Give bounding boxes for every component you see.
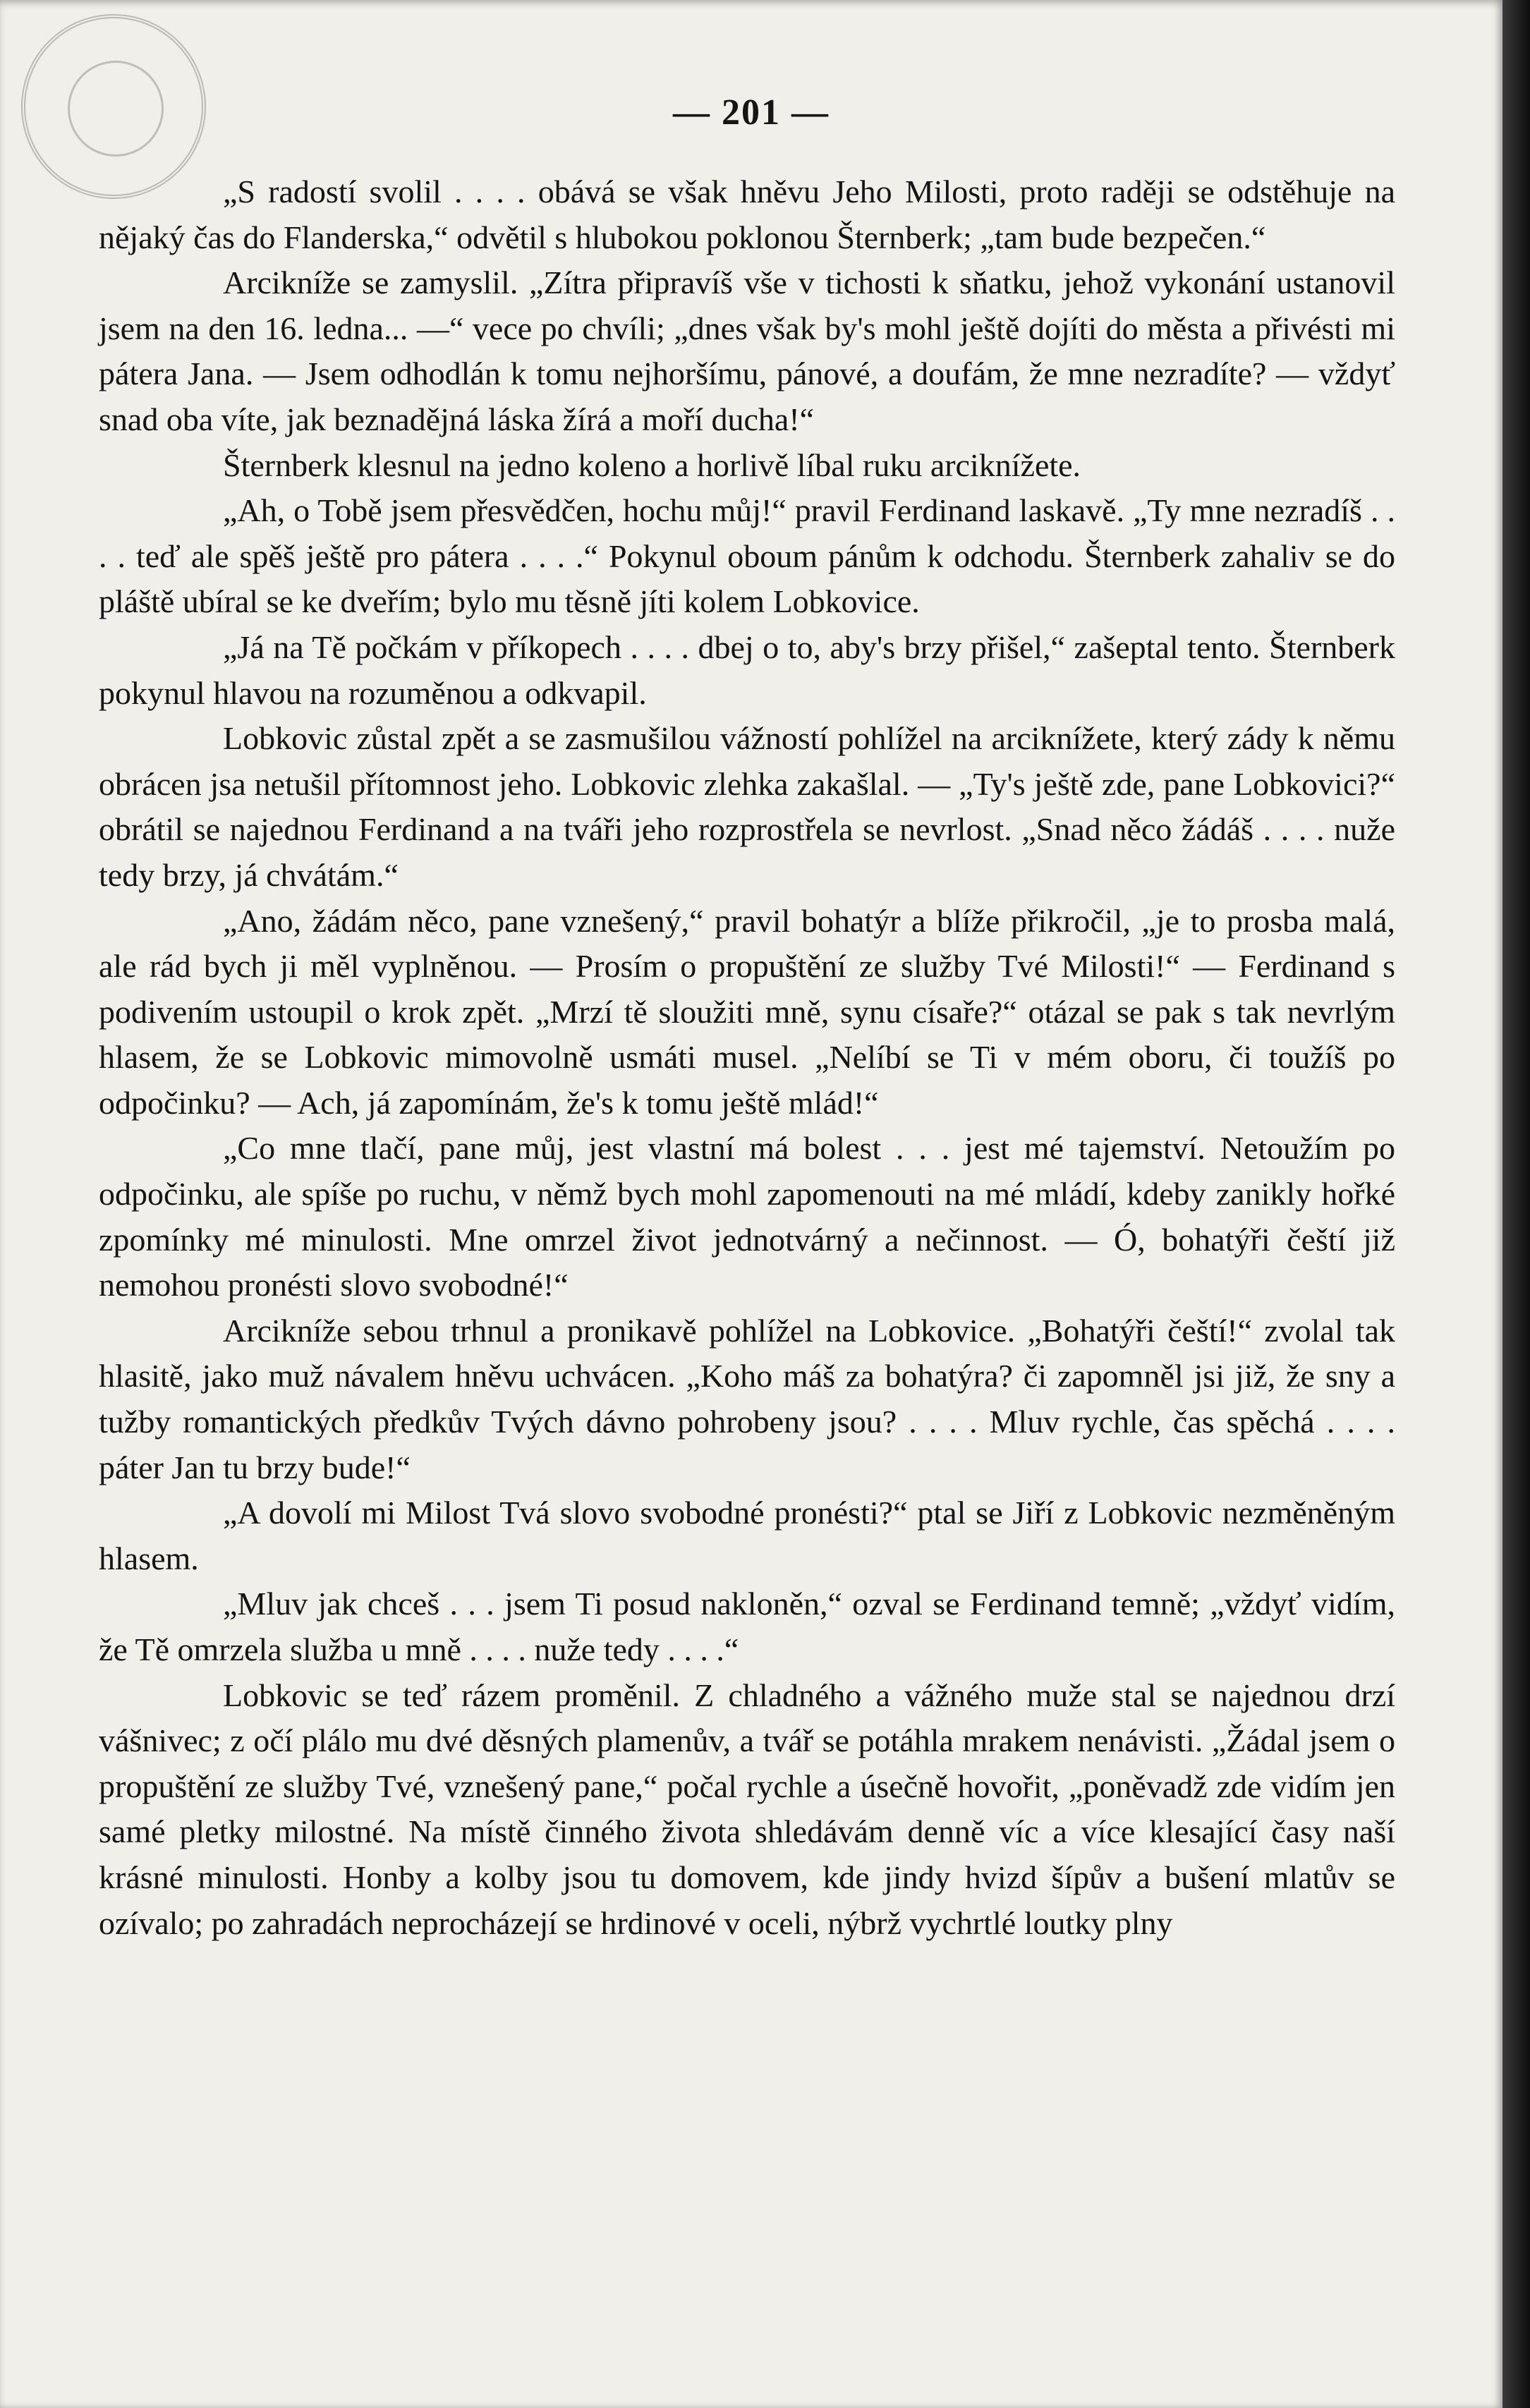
paragraph: „S radostí svolil . . . . obává se však hněvu Jeho Milosti, proto raději se odstěhuje na nějaký čas do Flanderska,“ odvětil s hlubokou poklonou Šternberk; „tam bude bezpečen.“ [99, 174, 1395, 255]
page-number: — 201 — [673, 92, 830, 133]
paragraph: „Mluv jak chceš . . . jsem Ti posud nakloněn,“ ozval se Ferdinand temně; „vždyť vidím, že Tě omrzela služba u mně . . . . nuže tedy . . . .“ [99, 1586, 1395, 1667]
body-text [99, 169, 1395, 1946]
paragraph: „Ano, žádám něco, pane vznešený,“ pravil bohatýr a blíže přikročil, „je to prosba malá, ale rád bych ji měl vyplněnou. — Prosím o propuštění ze služby Tvé Milosti!“ — Ferdinand s podivením ustoupil o krok zpět. „Mrzí tě sloužiti mně, synu císaře?“ otázal se pak s tak nevrlým hlasem, že se Lobkovic mimovolně usmáti musel. „Nelíbí se Ti v mém oboru, či toužíš po odpočinku? — Ach, já zapomínám, že's k tomu ještě mlád!“ [99, 902, 1395, 1121]
paragraph: Šternberk klesnul na jedno koleno a horlivě líbal ruku arciknížete. [223, 446, 1081, 483]
paragraph: Arcikníže sebou trhnul a pronikavě pohlížel na Lobkovice. „Bohatýři čeští!“ zvolal tak hlasitě, jako muž návalem hněvu uchvácen. „Koho máš za bohatýra? či zapomněl jsi již, že sny a tužby romantických předkův Tvých dávno pohrobeny jsou? . . . . Mluv rychle, čas spěchá . . . . páter Jan tu brzy bude!“ [99, 1312, 1395, 1485]
scan-dark-edge [1502, 0, 1530, 2408]
paragraph: Lobkovic se teď rázem proměnil. Z chladného a vážného muže stal se najednou drzí vášnivec; z očí plálo mu dvé děsných plamenův, a tvář se potáhla mrakem nenávisti. „Žádal jsem o propuštění ze služby Tvé, vznešený pane,“ počal rychle a úsečně hovořit, „poněvadž zde vidím jen samé pletky milostné. Na místě činného života shledávám denně víc a více klesající časy naší krásné minulosti. Honby a kolby jsou tu domovem, kde jindy hvizd šípův a bušení mlatův se ozívalo; po zahradách neprocházejí se hrdinové v oceli, nýbrž vychrtlé loutky plny [99, 1677, 1395, 1941]
paragraph: „Ah, o Tobě jsem přesvědčen, hochu můj!“ pravil Ferdinand laskavě. „Ty mne nezradíš . . . . teď ale spěš ještě pro pátera . . . .“ Pokynul oboum pánům k odchodu. Šternberk zahaliv se do pláště ubíral se ke dveřím; bylo mu těsně jíti kolem Lobkovice. [99, 492, 1395, 620]
paragraph: „Já na Tě počkám v příkopech . . . . dbej o to, aby's brzy přišel,“ zašeptal tento. Šternberk pokynul hlavou na rozuměnou a odkvapil. [99, 628, 1395, 711]
paragraph: „Co mne tlačí, pane můj, jest vlastní má bolest . . . jest mé tajemství. Netoužím po odpočinku, ale spíše po ruchu, v němž bych mohl zapomenouti na mé mládí, kdeby zanikly hořké zpomínky mé minulosti. Mne omrzel život jednotvárný a nečinnost. — Ó, bohatýři čeští již nemohou pronésti slovo svobodné!“ [99, 1130, 1395, 1303]
paragraph: „A dovolí mi Milost Tvá slovo svobodné pronésti?“ ptal se Jiří z Lobkovic nezměněným hlasem. [99, 1495, 1395, 1576]
paragraph: Lobkovic zůstal zpět a se zasmušilou vážností pohlížel na arciknížete, který zády k němu obrácen jsa netušil přítomnost jeho. Lobkovic zlehka zakašlal. — „Ty's ještě zde, pane Lobkovici?“ obrátil se najednou Ferdinand a na tváři jeho rozprostřela se nevrlost. „Snad něco žádáš . . . . nuže tedy brzy, já chvátám.“ [99, 720, 1395, 893]
paragraph: Arcikníže se zamyslil. „Zítra připravíš vše v tichosti k sňatku, jehož vykonání ustanovil jsem na den 16. ledna... —“ vece po chvíli; „dnes však by's mohl ještě dojíti do města a přivésti mi pátera Jana. — Jsem odhodlán k tomu nejhoršímu, pánové, a doufám, že mne nezradíte? — vždyť snad oba víte, jak beznadějná láska žírá a moří ducha!“ [99, 264, 1395, 437]
